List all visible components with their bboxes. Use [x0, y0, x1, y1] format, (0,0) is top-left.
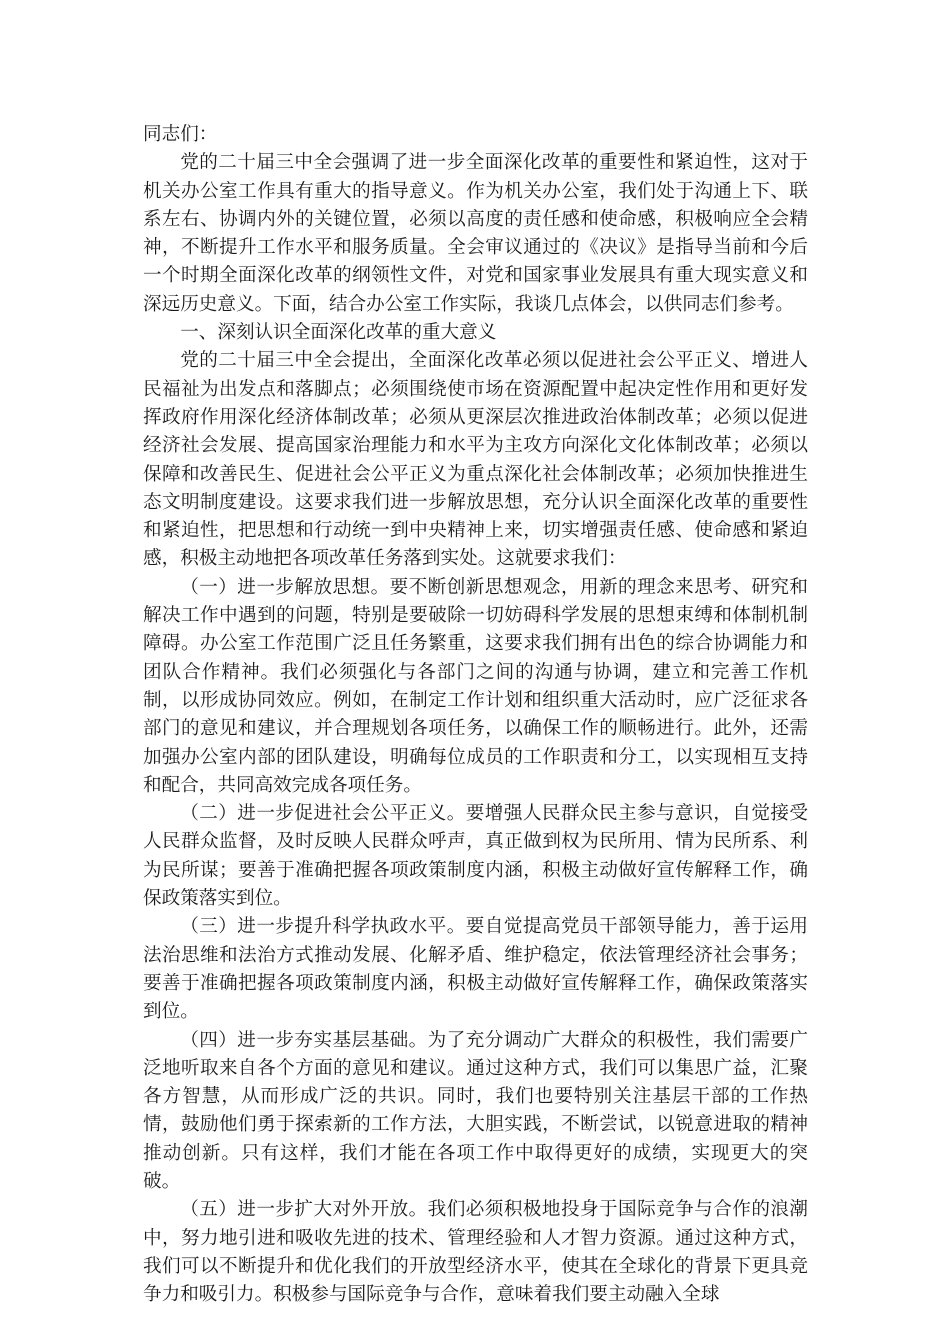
item-5-paragraph: （五）进一步扩大对外开放。我们必须积极地投身于国际竞争与合作的浪潮中，努力地引进和吸收先进的技术、管理经验和人才智力资源。通过这种方式，我们可以不断提升和优化我们的开放型经济水平，使其在全球化的背景下更具竞争力和吸引力。积极参与国际竞争与合作，意味着我们要主动融入全球: [143, 1199, 808, 1306]
intro-paragraph: 党的二十届三中全会强调了进一步全面深化改革的重要性和紧迫性，这对于机关办公室工作具有重大的指导意义。作为机关办公室，我们处于沟通上下、联系左右、协调内外的关键位置，必须以高度的责任感和使命感，积极响应全会精神，不断提升工作水平和服务质量。全会审议通过的《决议》是指导当前和今后一个时期全面深化改革的纲领性文件，对党和国家事业发展具有重大现实意义和深远历史意义。下面，结合办公室工作实际，我谈几点体会，以供同志们参考。: [143, 152, 808, 315]
item-4-paragraph: （四）进一步夯实基层基础。为了充分调动广大群众的积极性，我们需要广泛地听取来自各个方面的意见和建议。通过这种方式，我们可以集思广益，汇聚各方智慧，从而形成广泛的共识。同时，我们也要特别关注基层干部的工作热情，鼓励他们勇于探索新的工作方法，大胆实践，不断尝试，以锐意进取的精神推动创新。只有这样，我们才能在各项工作中取得更好的成绩，实现更大的突破。: [143, 1029, 808, 1192]
item-2-paragraph: （二）进一步促进社会公平正义。要增强人民群众民主参与意识，自觉接受人民群众监督，及时反映人民群众呼声，真正做到权为民所用、情为民所系、利为民所谋；要善于准确把握各项政策制度内涵，积极主动做好宣传解释工作，确保政策落实到位。: [143, 803, 808, 910]
document-body: [143, 121, 808, 1309]
salutation: 同志们：: [143, 124, 218, 145]
item-3-paragraph: （三）进一步提升科学执政水平。要自觉提高党员干部领导能力，善于运用法治思维和法治方式推动发展、化解矛盾、维护稳定，依法管理经济社会事务；要善于准确把握各项政策制度内涵，积极主动做好宣传解释工作，确保政策落实到位。: [143, 916, 808, 1023]
section-1-paragraph: 党的二十届三中全会提出，全面深化改革必须以促进社会公平正义、增进人民福祉为出发点和落脚点；必须围绕使市场在资源配置中起决定性作用和更好发挥政府作用深化经济体制改革；必须从更深层次推进政治体制改革；必须以促进经济社会发展、提高国家治理能力和水平为主攻方向深化文化体制改革；必须以保障和改善民生、促进社会公平正义为重点深化社会体制改革；必须加快推进生态文明制度建设。这要求我们进一步解放思想，充分认识全面深化改革的重要性和紧迫性，把思想和行动统一到中央精神上来，切实增强责任感、使命感和紧迫感，积极主动地把各项改革任务落到实处。这就要求我们：: [143, 350, 808, 570]
section-heading-1: 一、深刻认识全面深化改革的重大意义: [180, 322, 497, 344]
item-1-paragraph: （一）进一步解放思想。要不断创新思想观念，用新的理念来思考、研究和解决工作中遇到的问题，特别是要破除一切妨碍科学发展的思想束缚和体制机制障碍。办公室工作范围广泛且任务繁重，这要求我们拥有出色的综合协调能力和团队合作精神。我们必须强化与各部门之间的沟通与协调，建立和完善工作机制，以形成协同效应。例如，在制定工作计划和组织重大活动时，应广泛征求各部门的意见和建议，并合理规划各项任务，以确保工作的顺畅进行。此外，还需加强办公室内部的团队建设，明确每位成员的工作职责和分工，以实现相互支持和配合，共同高效完成各项任务。: [143, 576, 808, 796]
